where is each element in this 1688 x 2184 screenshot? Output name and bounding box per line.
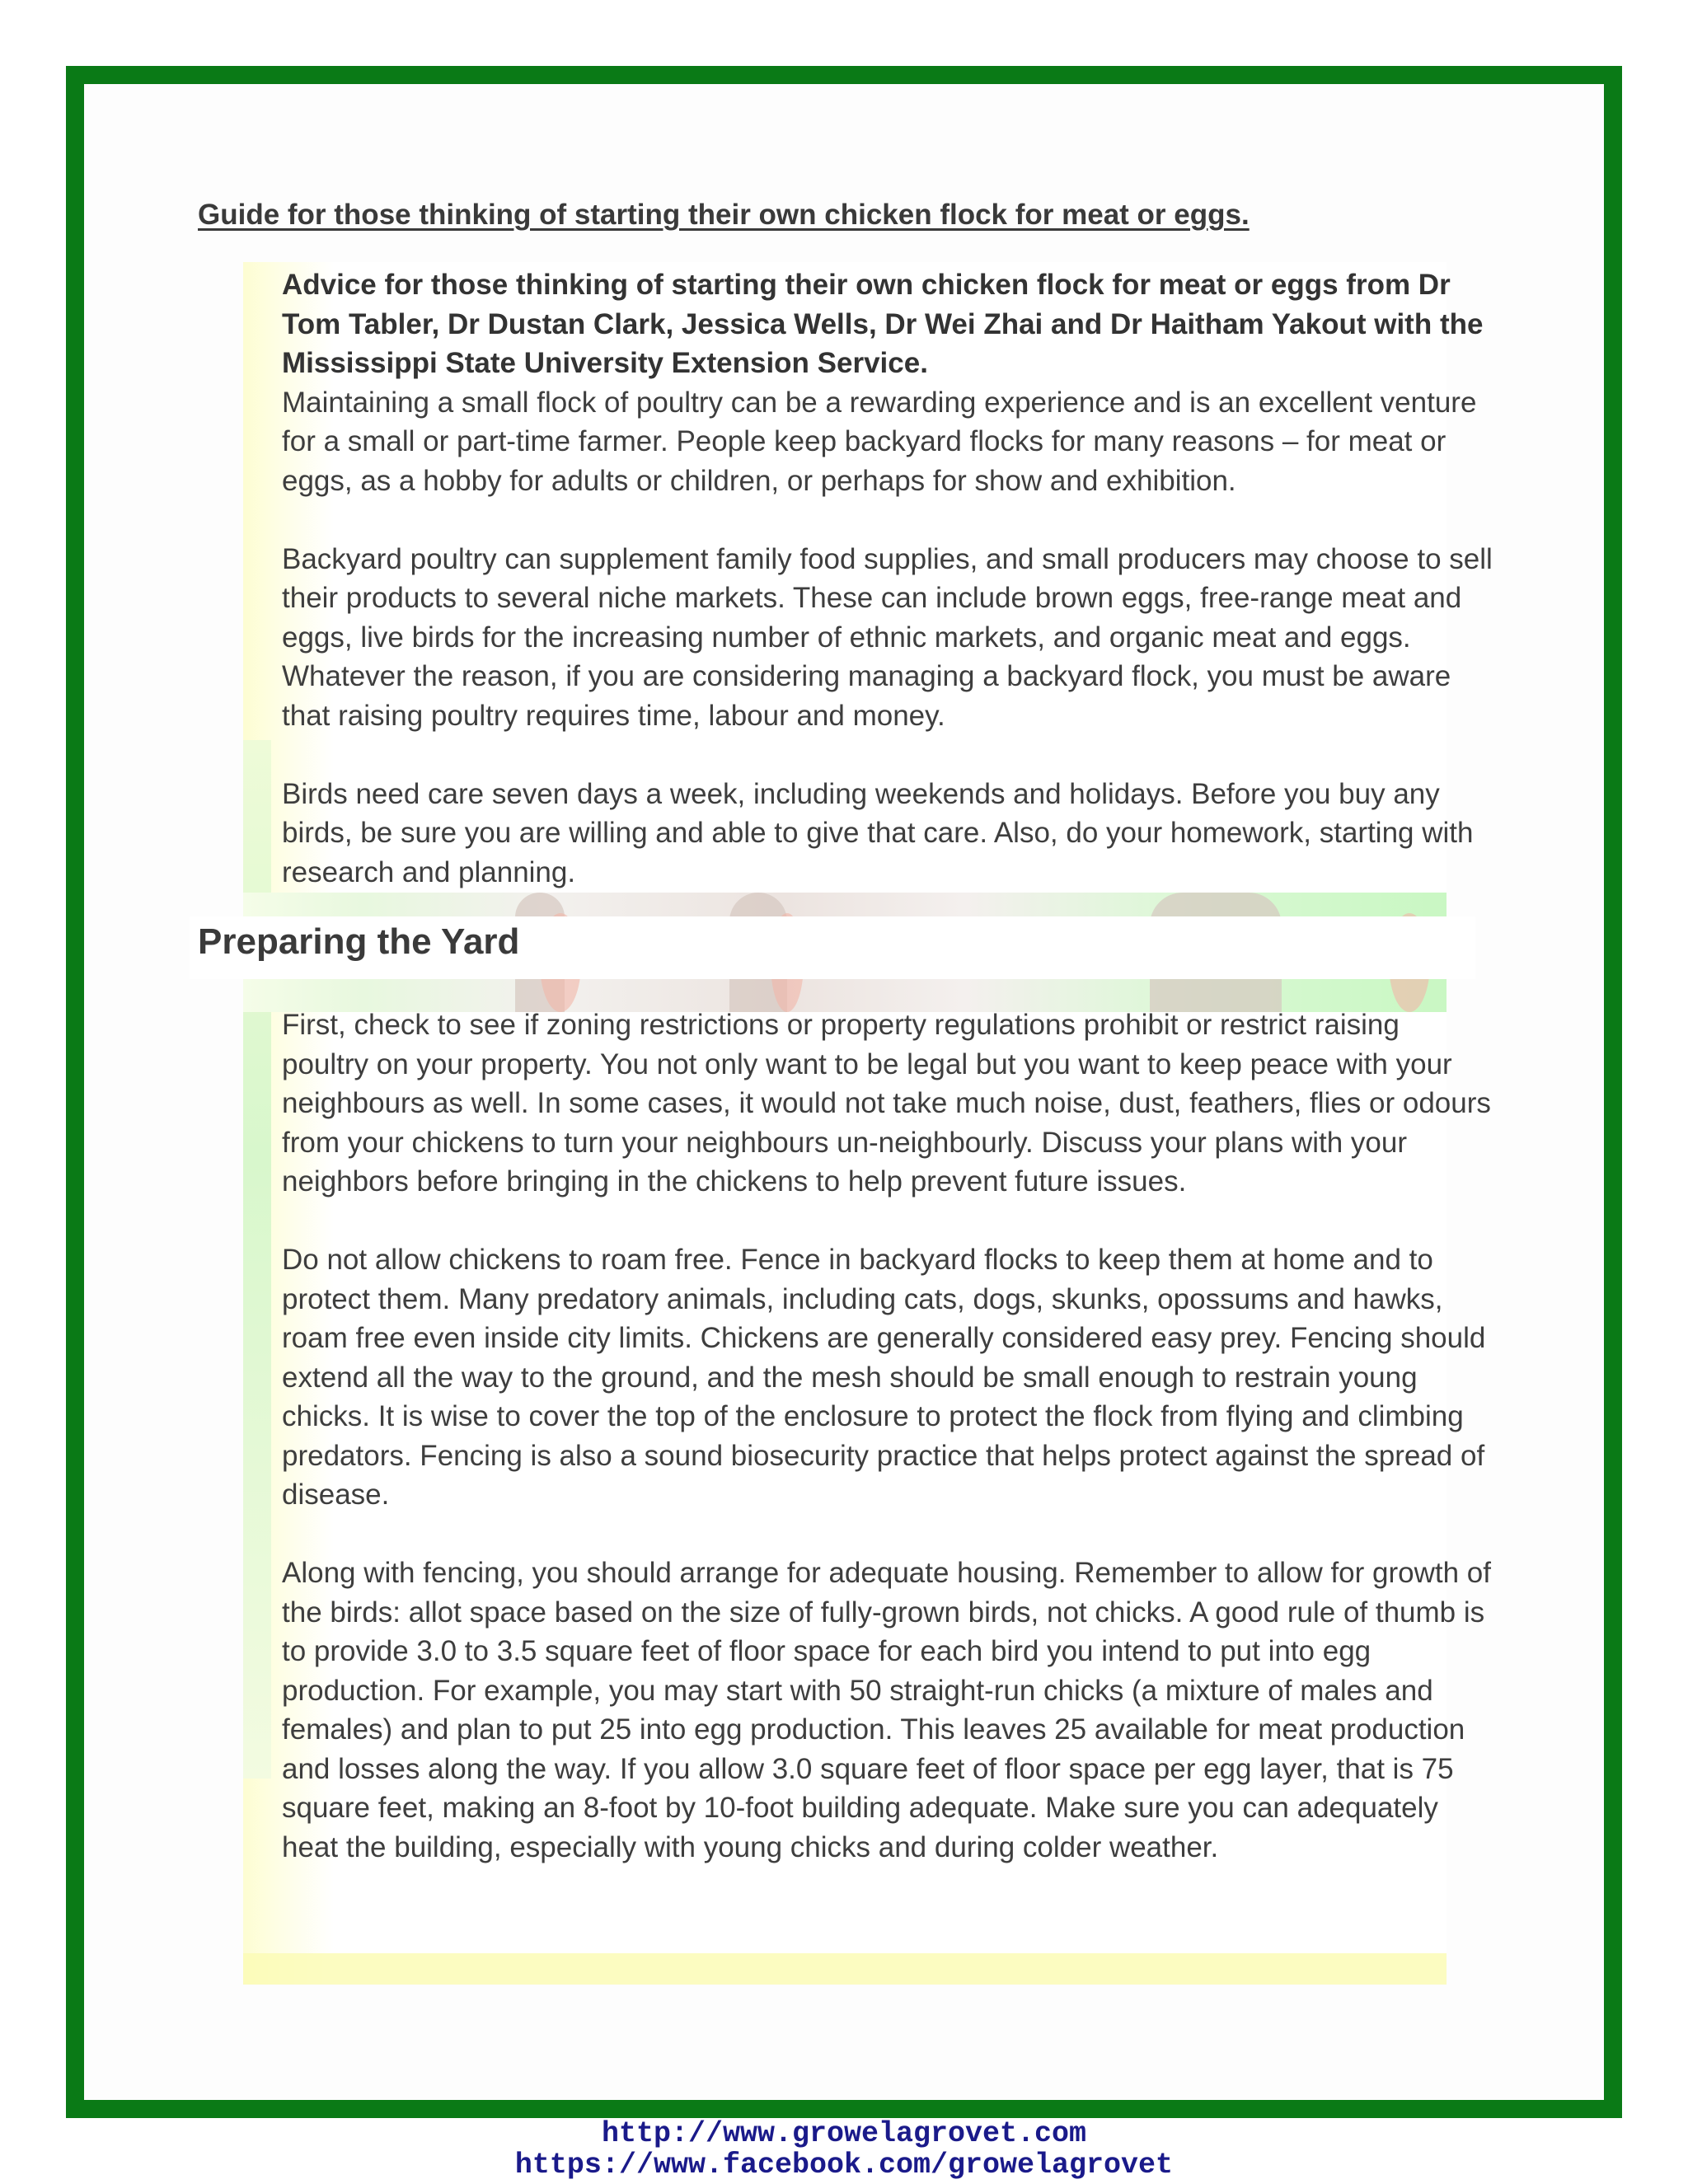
section-paragraph: Along with fencing, you should arrange for adequate housing. Remember to allow for growth of the birds: allot space based on the size of fully-grown birds, not chicks. A good rule of thumb is to provide 3.0 to 3.5 square feet of floor space for each bird you intend to put into egg production. For example, you may start with 50 straight-run chicks (a mixture of males and females) and plan to put 25 into egg production. This leaves 25 available for meat production and losses along the way. If you allow 3.0 square feet of floor space per egg layer, that is 75 square feet, making an 8-foot by 10-foot building adequate. Make sure you can adequately heat the building, especially with young chicks and during colder weather. bbox=[282, 1557, 1491, 1863]
footer bbox=[0, 2118, 1688, 2181]
lead-paragraph: Advice for those thinking of starting their own chicken flock for meat or eggs from Dr Tom Tabler, Dr Dustan Clark, Jessica Wells, Dr Wei Zhai and Dr Haitham Yakout with the Mississippi State University Extension Service. bbox=[282, 269, 1484, 379]
intro-paragraph: Backyard poultry can supplement family food supplies, and small producers may choose to sell their products to several niche markets. These can include brown eggs, free-range meat and eggs, live birds for the increasing number of ethnic markets, and organic meat and eggs. Whatever the reason, if you are considering managing a backyard flock, you must be aware that raising poultry requires time, labour and money. bbox=[282, 542, 1493, 732]
section-paragraph: First, check to see if zoning restrictions or property regulations prohibit or restrict raising poultry on your property. You not only want to be legal but you want to keep peace with your neighbours as well. In some cases, it would not take much noise, dust, feathers, flies or odours from your chickens to turn your neighbours un-neighbourly. Discuss your plans with your neighbors before bringing in the chickens to help prevent future issues. bbox=[282, 1009, 1491, 1197]
intro-paragraph: Maintaining a small flock of poultry can be a rewarding experience and is an excellent venture for a small or part-time farmer. People keep backyard flocks for many reasons – for meat or eggs, as a hobby for adults or children, or perhaps for show and exhibition. bbox=[282, 386, 1477, 497]
yard-section bbox=[282, 1005, 1493, 1906]
section-paragraph: Do not allow chickens to roam free. Fence in backyard flocks to keep them at home and to protect them. Many predatory animals, including cats, dogs, skunks, opossums and hawks, roam free even inside city limits. Chickens are generally considered easy prey. Fencing should extend all the way to the ground, and the mesh should be small enough to restrain young chicks. It is wise to cover the top of the enclosure to protect the flock from flying and climbing predators. Fencing is also a sound biosecurity practice that helps protect against the spread of disease. bbox=[282, 1244, 1486, 1511]
document-title: Guide for those thinking of starting their own chicken flock for meat or eggs. bbox=[198, 199, 1250, 231]
website-link[interactable]: http://www.growelagrovet.com bbox=[601, 2117, 1087, 2150]
intro-paragraph: Birds need care seven days a week, including weekends and holidays. Before you buy any birds, be sure you are willing and able to give that care. Also, do your homework, starting with research and planning. bbox=[282, 777, 1474, 888]
intro-section bbox=[282, 265, 1493, 931]
facebook-link[interactable]: https://www.facebook.com/growelagrovet bbox=[514, 2149, 1174, 2182]
section-heading: Preparing the Yard bbox=[198, 921, 520, 962]
